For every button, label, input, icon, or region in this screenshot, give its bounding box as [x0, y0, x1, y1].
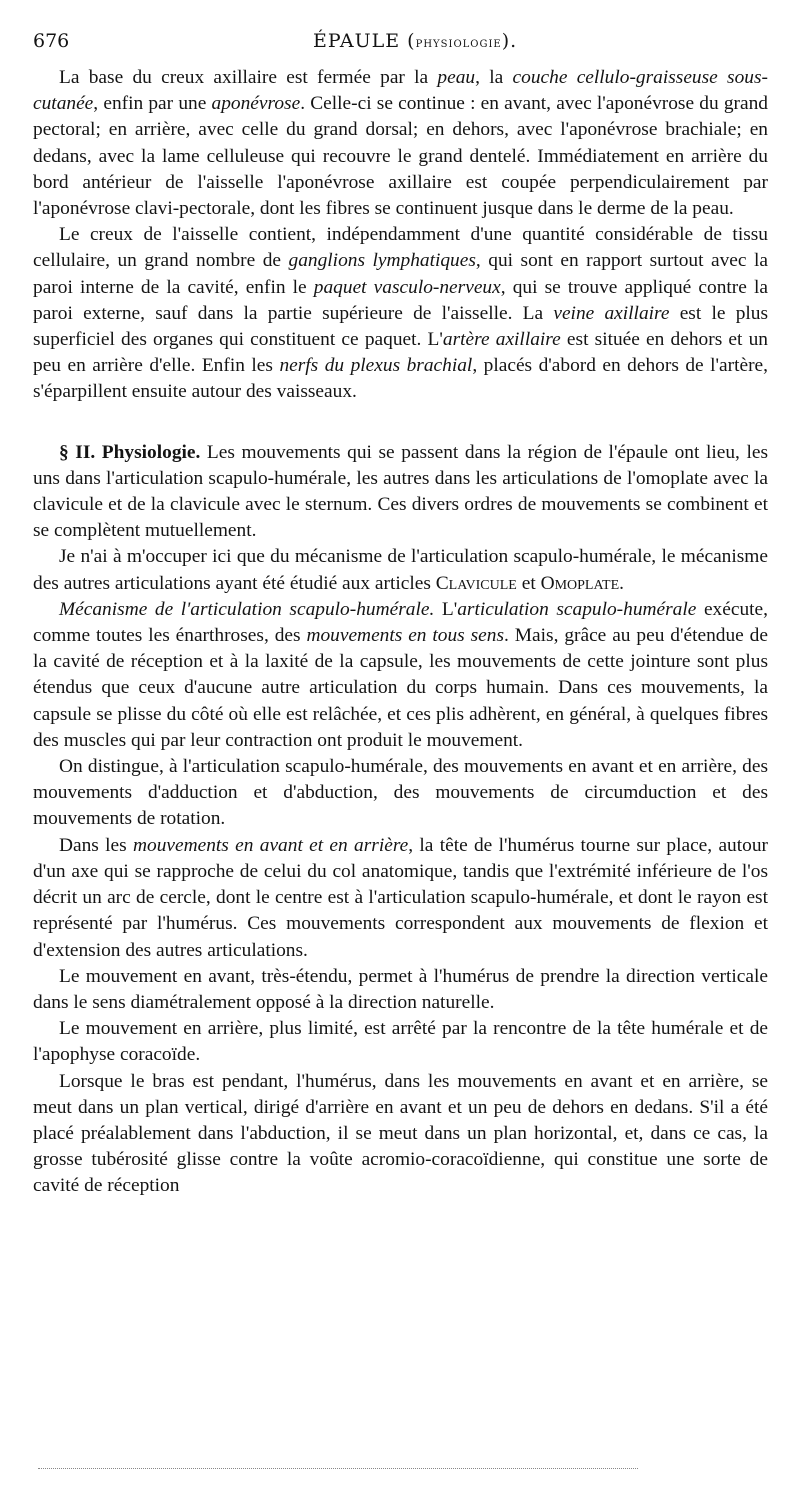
section-paragraph: [33, 440, 768, 545]
footer-rule: [38, 1468, 638, 1469]
italic-term: peau: [437, 67, 476, 88]
paragraph: [33, 754, 768, 833]
text-run: L': [434, 598, 458, 620]
page-number: 676: [33, 30, 70, 52]
running-title-main: ÉPAULE (: [313, 30, 416, 52]
text-run: , qui se trouve appliqué contre la paroi externe, sauf dans la partie supérieure de l'aisselle. La: [33, 276, 768, 324]
cross-reference: Clavicule: [435, 572, 517, 594]
text-run: . Mais, grâce au peu d'étendue de la cavité de réception et à la laxité de la capsule, les mouvements de cette jointure sont plus étendus que ceux d'aucune autre articulation du corps humain. Dans ces mouvements, la capsule se plisse du côté où elle est relâchée, et ces plis adhèrent, en général, à quelques fibres des muscles qui par leur contraction ont produit le mouvement.: [33, 625, 768, 751]
text-run: est située en dehors et un peu en arrière d'elle. Enfin les: [33, 329, 768, 377]
running-title-close: ).: [501, 30, 518, 52]
text-run: , la: [475, 67, 513, 88]
paragraph: [33, 1069, 768, 1200]
text-run: Le mouvement en avant, très-étendu, permet à l'humérus de prendre la direction verticale dans le sens diamétralement opposé à la direction naturelle.: [33, 965, 768, 1013]
paragraph: [33, 65, 768, 222]
paragraph: [33, 544, 768, 596]
paragraph: [33, 1016, 768, 1068]
italic-term: ganglions lymphatiques: [288, 250, 476, 272]
text-run: Le creux de l'aisselle contient, indépendamment d'une quantité considérable de tissu cellulaire, un grand nombre de: [33, 224, 768, 272]
text-run: est le plus superficiel des organes qui constituent ce paquet. L': [33, 302, 769, 351]
paragraph: [33, 222, 768, 405]
text-run: exécute, comme toutes les énarthroses, des: [33, 598, 769, 647]
italic-term: nerfs du plexus brachial: [279, 355, 473, 377]
text-run: On distingue, à l'articulation scapulo-humérale, des mouvements en avant et en arrière, des mouvements d'adduction et d'abduction, des mouvements de circumduction et des mouvements de rotation.: [33, 756, 768, 830]
italic-term: veine axillaire: [553, 302, 670, 324]
paragraph: [33, 833, 768, 964]
italic-term: aponévrose: [211, 93, 301, 115]
text-run: Dans les: [59, 834, 133, 856]
text-run: .: [619, 572, 624, 594]
text-run: , qui sont en rapport surtout avec la paroi interne de la cavité, enfin le: [33, 250, 768, 298]
section-heading: § II. Physiologie.: [59, 441, 201, 463]
paragraph: [33, 597, 768, 754]
text-run: Le mouvement en arrière, plus limité, est arrêté par la rencontre de la tête humérale et de l'apophyse coracoïde.: [33, 1018, 768, 1066]
text-run: Les mouvements qui se passent dans la région de l'épaule ont lieu, les uns dans l'articulation scapulo-humérale, les autres dans les articulations de l'omoplate avec la clavicule et de la clavicule avec le sternum. Ces divers ordres de mouvements se combinent et se complètent mutuellement.: [33, 441, 768, 542]
paragraph: [33, 964, 768, 1016]
italic-term: paquet vasculo-nerveux: [313, 276, 501, 298]
italic-term: mouvements en tous sens: [306, 625, 505, 647]
text-run: Lorsque le bras est pendant, l'humérus, dans les mouvements en avant et en arrière, se meut dans un plan vertical, dirigé d'arrière en avant et un peu de dehors en dedans. S'il a été placé préalablement dans l'abduction, il se meut dans un plan horizontal, et, dans ce cas, la grosse tubérosité glisse contre la voûte acromio-coracoïdienne, qui constitue une sorte de cavité de réception: [33, 1070, 768, 1197]
cross-reference: Omoplate: [540, 572, 620, 594]
running-header: [33, 24, 768, 58]
text-run: et: [516, 572, 541, 594]
subsection-heading: Mécanisme de l'articulation scapulo-humérale.: [59, 598, 435, 620]
running-title-sub: physiologie: [415, 35, 502, 51]
article-body: [33, 65, 768, 1200]
text-run: , placés d'abord en dehors de l'artère, s'éparpillent ensuite autour des vaisseaux.: [33, 355, 769, 403]
italic-term: articulation scapulo-humérale: [457, 598, 697, 620]
running-title: [313, 24, 517, 60]
italic-term: couche cellulo-graisseuse sous-cutanée: [33, 67, 768, 115]
italic-term: artère axillaire: [442, 329, 561, 351]
text-run: , la tête de l'humérus tourne sur place, autour d'un axe qui se rapproche de celui du col anatomique, tandis que l'extrémité inférieure de l'os décrit un arc de cercle, dont le centre est à l'articulation scapulo-humérale, et dont le rayon est représenté par l'humérus. Ces mouvements correspondent aux mouvements de flexion et d'extension des autres articulations.: [33, 834, 768, 961]
text-run: Je n'ai à m'occuper ici que du mécanisme de l'articulation scapulo-humérale, le mécanisme des autres articulations ayant été étudié aux articles: [33, 546, 768, 594]
italic-term: mouvements en avant et en arrière: [133, 834, 409, 856]
text-run: , enfin par une: [93, 93, 212, 115]
text-run: La base du creux axillaire est fermée par la: [59, 67, 438, 88]
text-run: . Celle-ci se continue : en avant, avec l'aponévrose du grand pectoral; en arrière, avec celle du grand dorsal; en dehors, avec l'aponévrose brachiale; en dedans, avec la lame celluleuse qui recouvre le grand dentelé. Immédiatement en arrière du bord antérieur de l'aisselle l'aponévrose axillaire est coupée perpendiculairement par l'aponévrose clavi-pectorale, dont les fibres se continuent jusque dans le derme de la peau.: [33, 93, 768, 220]
